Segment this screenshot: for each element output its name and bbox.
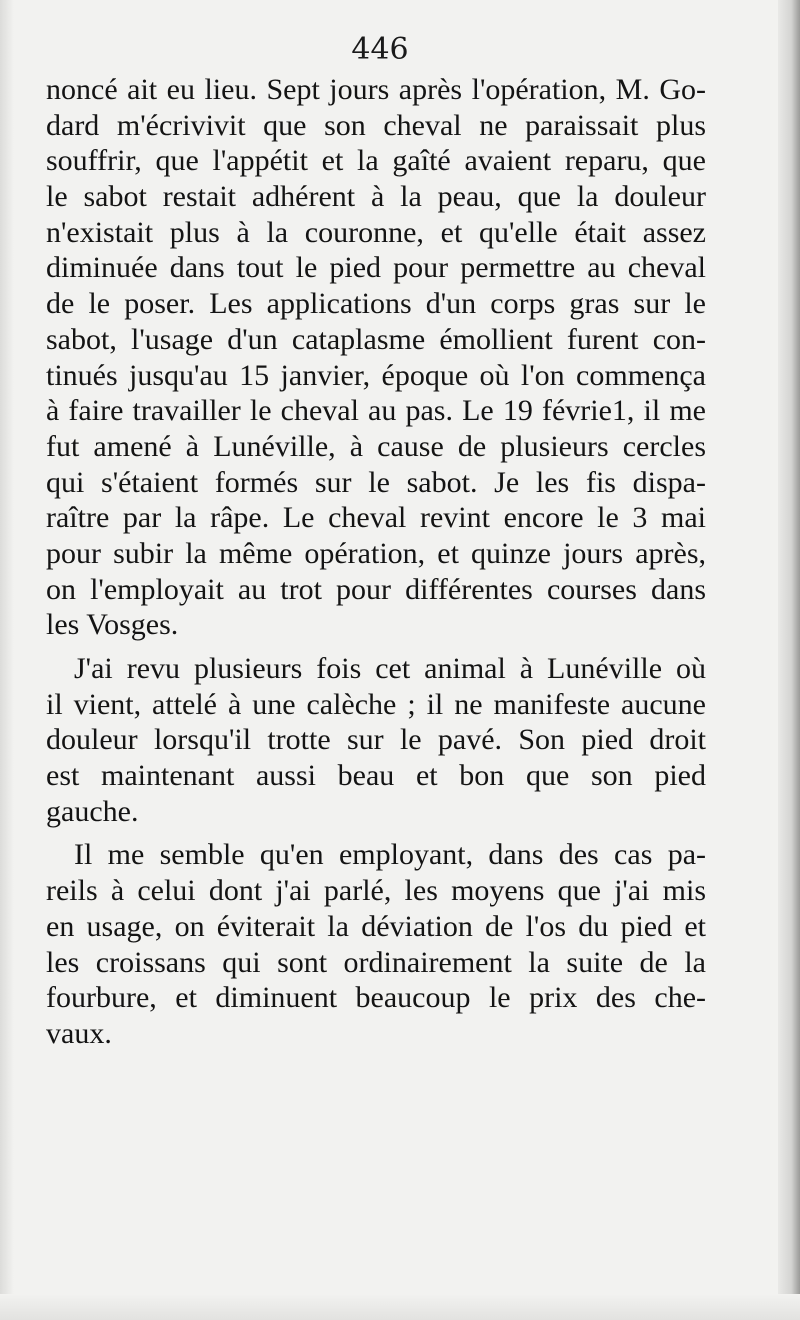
page-shadow-bottom	[0, 1294, 800, 1320]
text-line: J'ai revu plusieurs fois cet animal à Lunéville où	[74, 652, 706, 685]
text-line: fourbure, et diminuent beaucoup le prix des che-	[46, 981, 706, 1015]
text-line: les croissans qui sont ordinairement la suite de la	[46, 945, 706, 979]
text-line: il vient, attelé à une calèche ; il ne manifeste aucune	[46, 687, 706, 721]
text-line: en usage, on éviterait la déviation de l'os du pied et	[46, 909, 706, 943]
text-line: de le poser. Les applications d'un corps gras sur le	[46, 287, 706, 321]
paragraph-gap	[46, 829, 706, 837]
text-line: est maintenant aussi beau et bon que son pied	[46, 759, 706, 793]
page-number: 446	[351, 32, 409, 67]
text-line: vaux.	[46, 1016, 112, 1050]
text-line: à faire travailler le cheval au pas. Le 19 févrie1, il me	[46, 394, 706, 428]
paragraph-gap	[46, 643, 706, 651]
text-line: raître par la râpe. Le cheval revint encore le 3 mai	[46, 501, 706, 535]
paragraph-1	[46, 72, 706, 643]
text-line: tinués jusqu'au 15 janvier, époque où l'on commença	[46, 358, 706, 392]
page-shadow-left	[0, 0, 14, 1320]
paragraph-3	[46, 837, 706, 1051]
text-line: reils à celui dont j'ai parlé, les moyens que j'ai mis	[46, 874, 706, 908]
text-line: pour subir la même opération, et quinze jours après,	[46, 536, 706, 570]
text-line: dard m'écrivivit que son cheval ne paraissait plus	[46, 108, 706, 142]
paragraph-2	[46, 651, 706, 829]
text-line: les Vosges.	[46, 608, 179, 642]
text-line: on l'employait au trot pour différentes courses dans	[46, 572, 706, 606]
text-line: sabot, l'usage d'un cataplasme émollient furent con-	[46, 322, 706, 356]
text-line: qui s'étaient formés sur le sabot. Je les fis dispa-	[46, 465, 706, 499]
body-text	[46, 72, 706, 1052]
page-shadow-right	[778, 0, 800, 1320]
text-line: Il me semble qu'en employant, dans des cas pa-	[74, 838, 706, 872]
text-line: souffrir, que l'appétit et la gaîté avaient reparu, que	[46, 144, 706, 178]
text-line: douleur lorsqu'il trotte sur le pavé. Son pied droit	[46, 723, 706, 757]
text-line: fut amené à Lunéville, à cause de plusieurs cercles	[46, 429, 706, 463]
text-line: le sabot restait adhérent à la peau, que la douleur	[46, 180, 706, 214]
text-line: n'existait plus à la couronne, et qu'elle était assez	[46, 215, 706, 249]
text-line: gauche.	[46, 794, 139, 828]
text-line: diminuée dans tout le pied pour permettre au cheval	[46, 251, 706, 285]
text-line: noncé ait eu lieu. Sept jours après l'opération, M. Go-	[46, 73, 706, 106]
